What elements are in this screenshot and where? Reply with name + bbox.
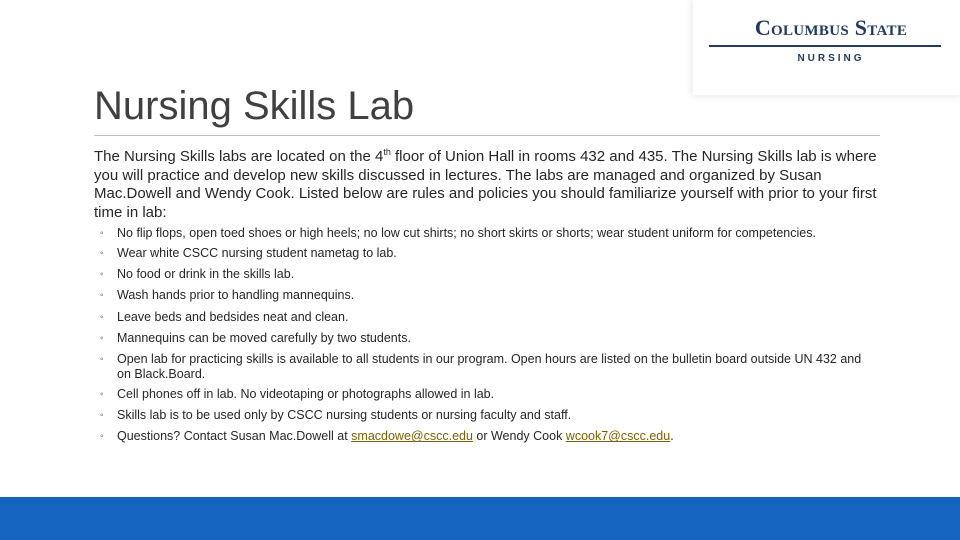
rule-text: No food or drink in the skills lab. [117, 267, 295, 282]
title-divider [94, 135, 880, 136]
rule-text: Cell phones off in lab. No videotaping or photographs allowed in lab. [117, 386, 495, 401]
rule-text: Skills lab is to be used only by CSCC nursing students or nursing faculty and staff. [117, 408, 572, 423]
rule-text: Wear white CSCC nursing student nametag to lab. [117, 246, 397, 260]
list-item [100, 429, 870, 444]
page-title: Nursing Skills Lab [94, 84, 415, 128]
bullet-icon: ◦ [100, 228, 104, 239]
bullet-icon: ◦ [100, 431, 104, 443]
rules-list [100, 226, 870, 451]
logo-divider [709, 45, 941, 47]
logo [693, 0, 960, 95]
contact-middle: or Wendy Cook [472, 429, 566, 444]
logo-name: Columbus State [754, 15, 908, 40]
rule-text: Open lab for practicing skills is available to all students in our program. Open hours are listed on the bulletin board outside UN 432 and on Black.Board. [117, 351, 862, 381]
bullet-icon: ◦ [100, 410, 104, 422]
logo-subtitle: NURSING [797, 53, 865, 64]
bullet-icon: ◦ [100, 388, 104, 400]
bullet-icon: ◦ [100, 332, 104, 344]
contact-prefix: Questions? Contact Susan Mac.Dowell at [117, 429, 352, 444]
list-item [100, 288, 870, 303]
list-item [100, 387, 870, 402]
intro-superscript: th [383, 147, 391, 157]
bullet-icon: ◦ [100, 353, 104, 365]
intro-text-1: The Nursing Skills labs are located on the 4 [94, 148, 384, 165]
rule-text: Leave beds and bedsides neat and clean. [117, 309, 349, 324]
list-item [100, 331, 870, 346]
bullet-icon: ◦ [100, 290, 104, 302]
rule-text: No flip flops, open toed shoes or high heels; no low cut shirts; no short skirts or shorts; wear student uniform for competencies. [117, 226, 816, 240]
list-item [100, 267, 870, 282]
contact-suffix: . [670, 429, 674, 444]
bullet-icon: ◦ [100, 269, 104, 281]
bullet-icon: ◦ [100, 311, 104, 323]
list-item [100, 310, 870, 325]
email-link-smacdowe[interactable]: smacdowe@cscc.edu [351, 429, 473, 444]
rule-text: Mannequins can be moved carefully by two students. [117, 330, 411, 345]
list-item [100, 226, 870, 241]
list-item [100, 352, 870, 382]
list-item [100, 246, 870, 261]
intro-paragraph [94, 148, 884, 222]
bullet-icon: ◦ [100, 248, 104, 259]
list-item [100, 408, 870, 423]
email-link-wcook[interactable]: wcook7@cscc.edu [565, 429, 671, 444]
intro-text-2: floor of Union Hall in rooms 432 and 435. The Nursing Skills lab is where you will practice and develop new skills discussed in lectures. The labs are managed and organized by Susan Mac.Dowell and Wendy Cook. Listed below are rules and policies you should familiarize yourself with prior to your first time in lab: [94, 148, 877, 221]
footer-bar [0, 497, 960, 540]
rule-text: Wash hands prior to handling mannequins. [117, 288, 355, 303]
